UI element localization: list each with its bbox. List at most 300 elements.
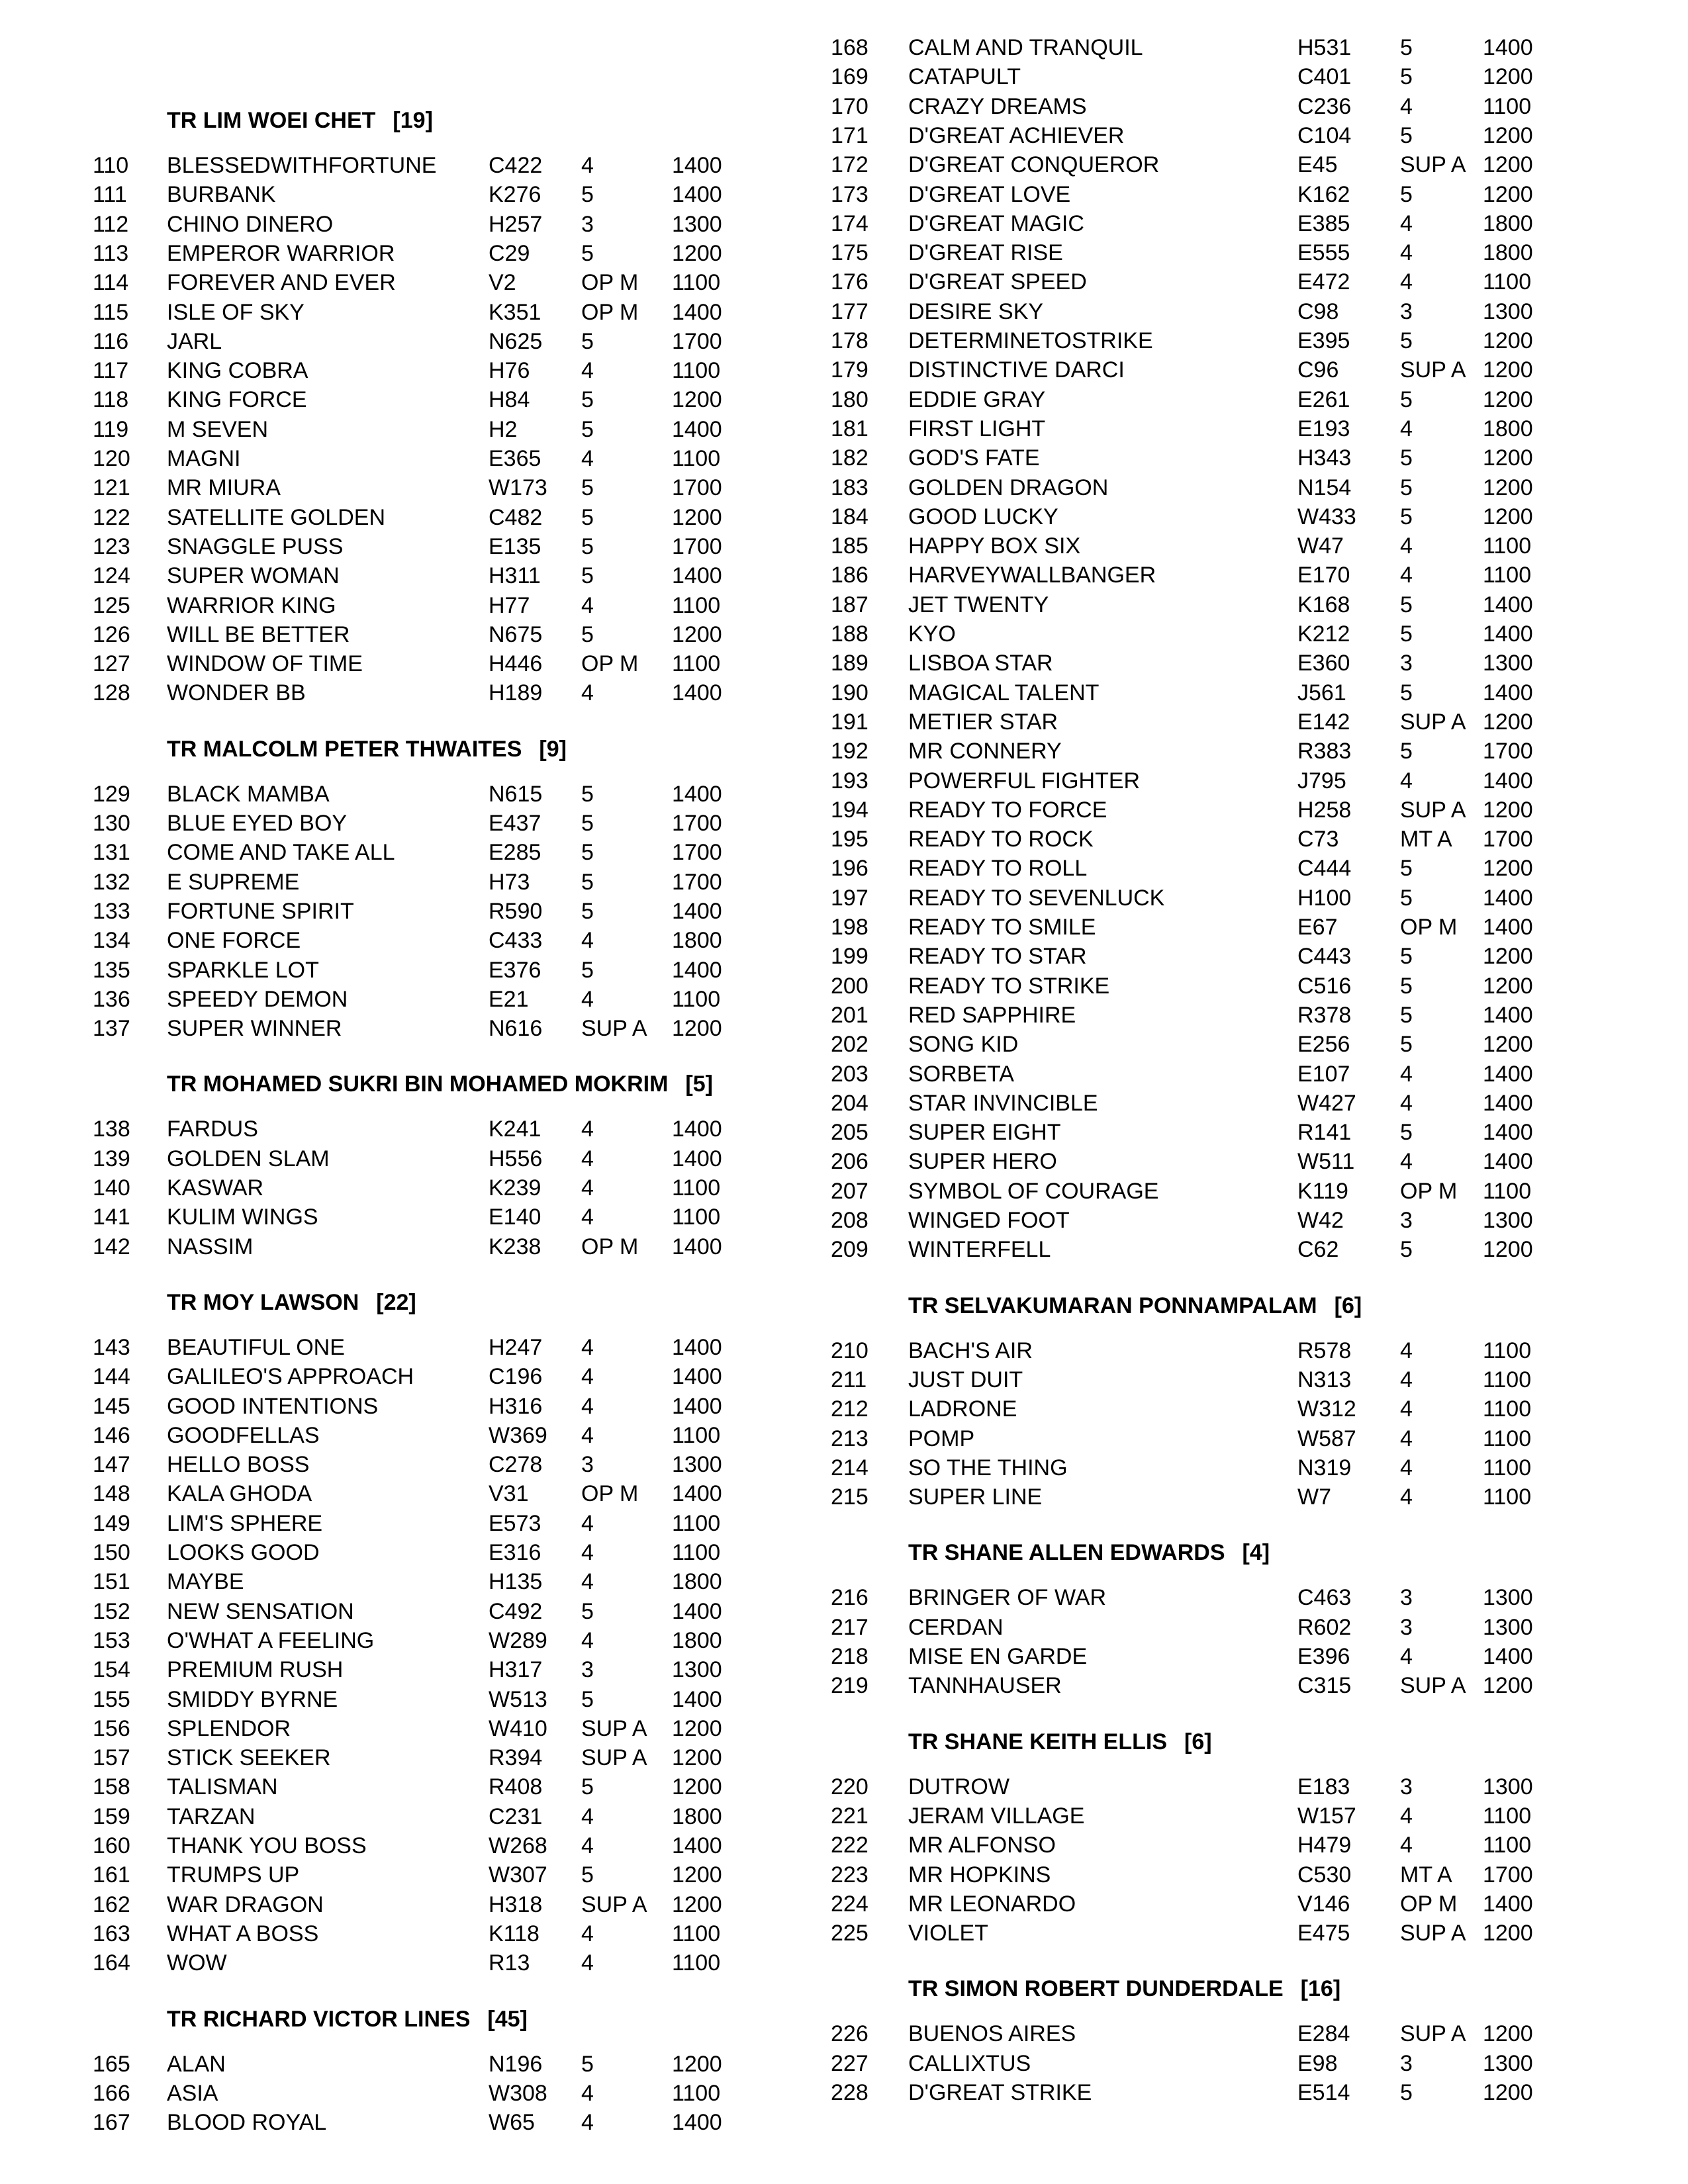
entry-number: 220 (831, 1774, 868, 1799)
entry-number: 138 (93, 1116, 130, 1142)
brand-code: H556 (489, 1146, 543, 1171)
weight: 1400 (672, 1393, 722, 1419)
brand-code: E135 (489, 533, 541, 559)
weight: 1700 (1483, 739, 1533, 764)
weight: 1200 (1483, 152, 1533, 178)
horse-name: D'GREAT RISE (908, 240, 1063, 266)
rating-class: 4 (1400, 1803, 1413, 1829)
rating-class: 5 (581, 504, 594, 530)
rating-class: 5 (581, 898, 594, 924)
entry-number: 205 (831, 1120, 868, 1146)
entry-number: 159 (93, 1803, 130, 1829)
entry-number: 221 (831, 1803, 868, 1829)
rating-class: 5 (581, 328, 594, 354)
weight: 1400 (672, 182, 722, 208)
horse-name: D'GREAT STRIKE (908, 2080, 1092, 2105)
horse-name: SUPER WOMAN (167, 563, 340, 589)
trainer-heading: TR RICHARD VICTOR LINES (167, 2006, 471, 2032)
horse-name: ASIA (167, 2080, 218, 2106)
brand-code: N616 (489, 1016, 543, 1042)
rating-class: SUP A (581, 1016, 647, 1042)
brand-code: E98 (1297, 2050, 1338, 2076)
horse-name: MR MIURA (167, 475, 281, 501)
horse-name: BRINGER OF WAR (908, 1585, 1107, 1611)
horse-name: READY TO STRIKE (908, 973, 1110, 999)
brand-code: R590 (489, 898, 543, 924)
brand-code: C96 (1297, 357, 1339, 383)
horse-name: CRAZY DREAMS (908, 93, 1087, 119)
rating-class: 5 (581, 240, 594, 266)
horse-name: COME AND TAKE ALL (167, 840, 395, 866)
rating-class: 4 (581, 2080, 594, 2106)
brand-code: K118 (489, 1921, 539, 1946)
brand-code: K241 (489, 1116, 541, 1142)
entry-number: 212 (831, 1396, 868, 1422)
brand-code: C401 (1297, 64, 1352, 90)
rating-class: 5 (581, 533, 594, 559)
horse-name: KING FORCE (167, 387, 307, 413)
rating-class: OP M (1400, 1891, 1458, 1917)
weight: 1200 (1483, 387, 1533, 412)
rating-class: MT A (1400, 1862, 1452, 1888)
weight: 1400 (672, 1481, 722, 1507)
brand-code: E475 (1297, 1921, 1350, 1946)
brand-code: C444 (1297, 856, 1352, 882)
weight: 1100 (672, 592, 721, 618)
entry-number: 154 (93, 1657, 130, 1683)
entry-number: 149 (93, 1510, 130, 1536)
entry-number: 161 (93, 1862, 130, 1888)
brand-code: W307 (489, 1862, 547, 1888)
entry-number: 183 (831, 475, 868, 500)
rating-class: 5 (581, 416, 594, 442)
rating-class: 3 (1400, 651, 1413, 676)
horse-name: WINTERFELL (908, 1237, 1051, 1263)
horse-name: MISE EN GARDE (908, 1644, 1088, 1669)
weight: 1700 (672, 869, 722, 895)
brand-code: W427 (1297, 1090, 1356, 1116)
horse-name: MAGNI (167, 446, 241, 471)
brand-code: H479 (1297, 1833, 1352, 1858)
rating-class: 4 (581, 1540, 594, 1565)
weight: 1200 (1483, 122, 1533, 148)
weight: 1200 (1483, 2080, 1533, 2105)
entry-number: 173 (831, 181, 868, 207)
rating-class: 5 (1400, 739, 1413, 764)
entry-number: 180 (831, 387, 868, 412)
weight: 1400 (672, 299, 722, 325)
horse-name: SPEEDY DEMON (167, 986, 348, 1012)
rating-class: 4 (1400, 1061, 1413, 1087)
trainer-heading: TR SHANE KEITH ELLIS (908, 1729, 1168, 1754)
horse-name: CHINO DINERO (167, 211, 334, 237)
weight: 1300 (1483, 1774, 1533, 1799)
weight: 1400 (672, 1146, 722, 1171)
horse-name: DESIRE SKY (908, 298, 1044, 324)
horse-name: GALILEO'S APPROACH (167, 1364, 414, 1390)
horse-name: ONE FORCE (167, 928, 301, 954)
entry-number: 172 (831, 152, 868, 178)
rating-class: 4 (1400, 1149, 1413, 1175)
horse-name: KYO (908, 621, 956, 647)
brand-code: E256 (1297, 1032, 1350, 1058)
entry-number: 170 (831, 93, 868, 119)
rating-class: 4 (1400, 1484, 1413, 1510)
horse-name: SORBETA (908, 1061, 1014, 1087)
rating-class: SUP A (1400, 152, 1466, 178)
rating-class: SUP A (581, 1891, 647, 1917)
entry-number: 214 (831, 1455, 868, 1480)
entry-number: 123 (93, 533, 130, 559)
entry-number: 169 (831, 64, 868, 90)
brand-code: W268 (489, 1833, 547, 1858)
weight: 1100 (1483, 1833, 1532, 1858)
trainer-heading: TR SIMON ROBERT DUNDERDALE (908, 1976, 1284, 2002)
brand-code: W513 (489, 1686, 547, 1712)
runner-count: [45] (487, 2006, 528, 2032)
rating-class: MT A (1400, 827, 1452, 852)
rating-class: 5 (1400, 1237, 1413, 1263)
brand-code: W312 (1297, 1396, 1356, 1422)
entry-number: 213 (831, 1426, 868, 1451)
weight: 1800 (672, 928, 722, 954)
horse-name: READY TO ROLL (908, 856, 1088, 882)
weight: 1400 (1483, 35, 1533, 60)
entry-number: 124 (93, 563, 130, 589)
horse-name: JARL (167, 328, 222, 354)
brand-code: R578 (1297, 1338, 1352, 1363)
weight: 1700 (672, 533, 722, 559)
weight: 1800 (672, 1803, 722, 1829)
rating-class: 5 (1400, 122, 1413, 148)
horse-name: LADRONE (908, 1396, 1017, 1422)
brand-code: J795 (1297, 768, 1346, 794)
horse-name: READY TO ROCK (908, 827, 1094, 852)
entry-number: 188 (831, 621, 868, 647)
rating-class: 5 (1400, 621, 1413, 647)
horse-name: CALM AND TRANQUIL (908, 35, 1143, 60)
horse-name: LISBOA STAR (908, 651, 1053, 676)
brand-code: R378 (1297, 1002, 1352, 1028)
horse-name: BLACK MAMBA (167, 781, 330, 807)
horse-name: READY TO STAR (908, 944, 1087, 970)
runner-count: [9] (539, 736, 567, 762)
horse-name: EDDIE GRAY (908, 387, 1046, 412)
brand-code: H247 (489, 1334, 543, 1360)
entry-number: 121 (93, 475, 130, 501)
brand-code: W42 (1297, 1208, 1344, 1233)
weight: 1200 (1483, 709, 1533, 735)
brand-code: E193 (1297, 416, 1350, 441)
horse-name: SONG KID (908, 1032, 1019, 1058)
brand-code: E437 (489, 811, 541, 836)
entry-number: 148 (93, 1481, 130, 1507)
brand-code: E285 (489, 840, 541, 866)
entry-number: 196 (831, 856, 868, 882)
horse-name: STICK SEEKER (167, 1745, 331, 1771)
weight: 1300 (1483, 1208, 1533, 1233)
brand-code: C231 (489, 1803, 543, 1829)
rating-class: 4 (581, 1569, 594, 1595)
entry-number: 218 (831, 1644, 868, 1669)
rating-class: OP M (581, 651, 639, 677)
rating-class: 5 (1400, 64, 1413, 90)
rating-class: OP M (581, 270, 639, 296)
entry-number: 131 (93, 840, 130, 866)
entry-number: 140 (93, 1175, 130, 1201)
brand-code: H76 (489, 358, 530, 384)
rating-class: 4 (1400, 1396, 1413, 1422)
brand-code: E365 (489, 446, 541, 471)
entry-number: 203 (831, 1061, 868, 1087)
rating-class: 4 (1400, 1644, 1413, 1669)
brand-code: C278 (489, 1452, 543, 1478)
weight: 1200 (672, 2051, 722, 2077)
horse-name: BUENOS AIRES (908, 2021, 1076, 2047)
rating-class: 4 (1400, 768, 1413, 794)
horse-name: TANNHAUSER (908, 1673, 1062, 1699)
weight: 1100 (672, 1422, 721, 1448)
horse-name: BLUE EYED BOY (167, 811, 348, 836)
horse-name: WINDOW OF TIME (167, 651, 363, 677)
entry-number: 227 (831, 2050, 868, 2076)
brand-code: C516 (1297, 973, 1352, 999)
brand-code: E170 (1297, 563, 1350, 588)
runner-count: [19] (393, 108, 433, 133)
weight: 1200 (1483, 328, 1533, 353)
brand-code: E385 (1297, 210, 1350, 236)
horse-name: SUPER WINNER (167, 1016, 342, 1042)
entry-number: 136 (93, 986, 130, 1012)
horse-name: SMIDDY BYRNE (167, 1686, 338, 1712)
rating-class: 4 (581, 1393, 594, 1419)
rating-class: 3 (581, 1657, 594, 1683)
weight: 1400 (1483, 885, 1533, 911)
weight: 1200 (672, 1745, 722, 1771)
horse-name: WAR DRAGON (167, 1891, 324, 1917)
entry-number: 216 (831, 1585, 868, 1611)
brand-code: N625 (489, 328, 543, 354)
horse-name: BEAUTIFUL ONE (167, 1334, 345, 1360)
weight: 1100 (672, 1950, 721, 1976)
horse-name: FARDUS (167, 1116, 258, 1142)
horse-name: DUTROW (908, 1774, 1009, 1799)
brand-code: E376 (489, 957, 541, 983)
weight: 1400 (672, 1234, 722, 1259)
horse-name: SYMBOL OF COURAGE (908, 1178, 1159, 1204)
rating-class: 4 (581, 1364, 594, 1390)
brand-code: E514 (1297, 2080, 1350, 2105)
weight: 1200 (1483, 1921, 1533, 1946)
weight: 1100 (672, 986, 721, 1012)
weight: 1700 (672, 840, 722, 866)
entry-number: 160 (93, 1833, 130, 1858)
rating-class: 4 (1400, 1338, 1413, 1363)
horse-name: BLESSEDWITHFORTUNE (167, 153, 437, 178)
brand-code: V2 (489, 270, 516, 296)
weight: 1700 (672, 475, 722, 501)
horse-name: JET TWENTY (908, 592, 1049, 617)
rating-class: 4 (581, 1921, 594, 1946)
horse-name: MAGICAL TALENT (908, 680, 1100, 705)
weight: 1100 (672, 1540, 721, 1565)
brand-code: K119 (1297, 1178, 1348, 1204)
brand-code: H73 (489, 869, 530, 895)
entry-number: 142 (93, 1234, 130, 1259)
weight: 1400 (672, 1334, 722, 1360)
weight: 1300 (672, 1452, 722, 1478)
rating-class: 5 (1400, 1002, 1413, 1028)
brand-code: C463 (1297, 1585, 1352, 1611)
runner-count: [22] (376, 1289, 416, 1315)
brand-code: E573 (489, 1510, 541, 1536)
weight: 1200 (1483, 475, 1533, 500)
entry-number: 120 (93, 446, 130, 471)
entry-number: 207 (831, 1178, 868, 1204)
horse-name: STAR INVINCIBLE (908, 1090, 1098, 1116)
horse-name: KALA GHODA (167, 1481, 312, 1507)
rating-class: 4 (1400, 416, 1413, 441)
horse-name: NASSIM (167, 1234, 254, 1259)
brand-code: W587 (1297, 1426, 1356, 1451)
rating-class: SUP A (1400, 1921, 1466, 1946)
weight: 1700 (1483, 827, 1533, 852)
brand-code: W47 (1297, 533, 1344, 559)
rating-class: OP M (581, 1481, 639, 1507)
rating-class: 5 (1400, 592, 1413, 617)
weight: 1100 (672, 358, 721, 384)
entry-number: 215 (831, 1484, 868, 1510)
brand-code: R394 (489, 1745, 543, 1771)
horse-name: PREMIUM RUSH (167, 1657, 344, 1683)
rating-class: 5 (581, 1774, 594, 1800)
horse-name: MR HOPKINS (908, 1862, 1051, 1888)
rating-class: 3 (1400, 1774, 1413, 1799)
weight: 1400 (672, 2110, 722, 2136)
brand-code: H316 (489, 1393, 543, 1419)
brand-code: E107 (1297, 1061, 1350, 1087)
weight: 1400 (1483, 680, 1533, 705)
entry-number: 116 (93, 328, 129, 354)
brand-code: K162 (1297, 181, 1350, 207)
entry-number: 209 (831, 1237, 868, 1263)
brand-code: W157 (1297, 1803, 1356, 1829)
horse-name: WARRIOR KING (167, 592, 336, 618)
rating-class: OP M (581, 299, 639, 325)
brand-code: H2 (489, 416, 518, 442)
horse-name: SPLENDOR (167, 1715, 291, 1741)
entry-number: 206 (831, 1149, 868, 1175)
horse-name: M SEVEN (167, 416, 269, 442)
entry-number: 132 (93, 869, 130, 895)
entry-number: 147 (93, 1452, 130, 1478)
horse-name: KULIM WINGS (167, 1205, 318, 1230)
rating-class: SUP A (1400, 1673, 1466, 1699)
horse-name: D'GREAT ACHIEVER (908, 122, 1125, 148)
entry-number: 155 (93, 1686, 130, 1712)
rating-class: 5 (581, 840, 594, 866)
entry-number: 156 (93, 1715, 130, 1741)
brand-code: C482 (489, 504, 543, 530)
entry-number: 177 (831, 298, 868, 324)
horse-name: BURBANK (167, 182, 276, 208)
weight: 1100 (1483, 1803, 1532, 1829)
horse-name: HELLO BOSS (167, 1452, 310, 1478)
entry-number: 211 (831, 1367, 867, 1392)
rating-class: OP M (1400, 1178, 1458, 1204)
horse-name: WONDER BB (167, 680, 306, 706)
weight: 1100 (672, 651, 721, 677)
horse-name: SO THE THING (908, 1455, 1068, 1480)
horse-name: SATELLITE GOLDEN (167, 504, 386, 530)
horse-name: O'WHAT A FEELING (167, 1627, 375, 1653)
weight: 1100 (1483, 533, 1532, 559)
entry-number: 225 (831, 1921, 868, 1946)
entry-number: 110 (93, 153, 129, 178)
weight: 1200 (1483, 1032, 1533, 1058)
weight: 1100 (672, 1175, 721, 1201)
weight: 1400 (672, 1116, 722, 1142)
rating-class: 3 (1400, 1585, 1413, 1611)
weight: 1400 (1483, 1120, 1533, 1146)
runner-count: [6] (1184, 1729, 1212, 1754)
weight: 1100 (1483, 1455, 1532, 1480)
rating-class: 5 (1400, 885, 1413, 911)
brand-code: E140 (489, 1205, 541, 1230)
brand-code: R602 (1297, 1614, 1352, 1640)
entry-number: 152 (93, 1598, 130, 1624)
brand-code: H100 (1297, 885, 1352, 911)
weight: 1400 (672, 416, 722, 442)
weight: 1400 (1483, 621, 1533, 647)
brand-code: W511 (1297, 1149, 1355, 1175)
weight: 1400 (1483, 768, 1533, 794)
entry-number: 175 (831, 240, 868, 266)
weight: 1400 (1483, 1061, 1533, 1087)
trainer-heading: TR SHANE ALLEN EDWARDS (908, 1540, 1225, 1566)
rating-class: 5 (1400, 680, 1413, 705)
entry-number: 226 (831, 2021, 868, 2047)
rating-class: 4 (581, 1175, 594, 1201)
brand-code: C236 (1297, 93, 1352, 119)
horse-name: RED SAPPHIRE (908, 1002, 1076, 1028)
entry-number: 223 (831, 1862, 868, 1888)
rating-class: 4 (1400, 1455, 1413, 1480)
weight: 1200 (1483, 1237, 1533, 1263)
entry-number: 194 (831, 797, 868, 823)
brand-code: E142 (1297, 709, 1350, 735)
rating-class: 5 (581, 563, 594, 589)
brand-code: C196 (489, 1364, 543, 1390)
brand-code: R408 (489, 1774, 543, 1800)
entry-number: 167 (93, 2110, 130, 2136)
entry-number: 193 (831, 768, 868, 794)
rating-class: 5 (1400, 1120, 1413, 1146)
horse-name: FIRST LIGHT (908, 416, 1046, 441)
rating-class: 4 (581, 1334, 594, 1360)
trainer-heading: TR MOY LAWSON (167, 1289, 359, 1315)
weight: 1300 (1483, 1614, 1533, 1640)
weight: 1800 (1483, 240, 1533, 266)
weight: 1100 (1483, 563, 1532, 588)
entry-number: 145 (93, 1393, 130, 1419)
rating-class: 3 (1400, 298, 1413, 324)
horse-name: GOLDEN SLAM (167, 1146, 330, 1171)
entry-number: 130 (93, 811, 130, 836)
brand-code: E396 (1297, 1644, 1350, 1669)
brand-code: K168 (1297, 592, 1350, 617)
rating-class: 5 (581, 2051, 594, 2077)
